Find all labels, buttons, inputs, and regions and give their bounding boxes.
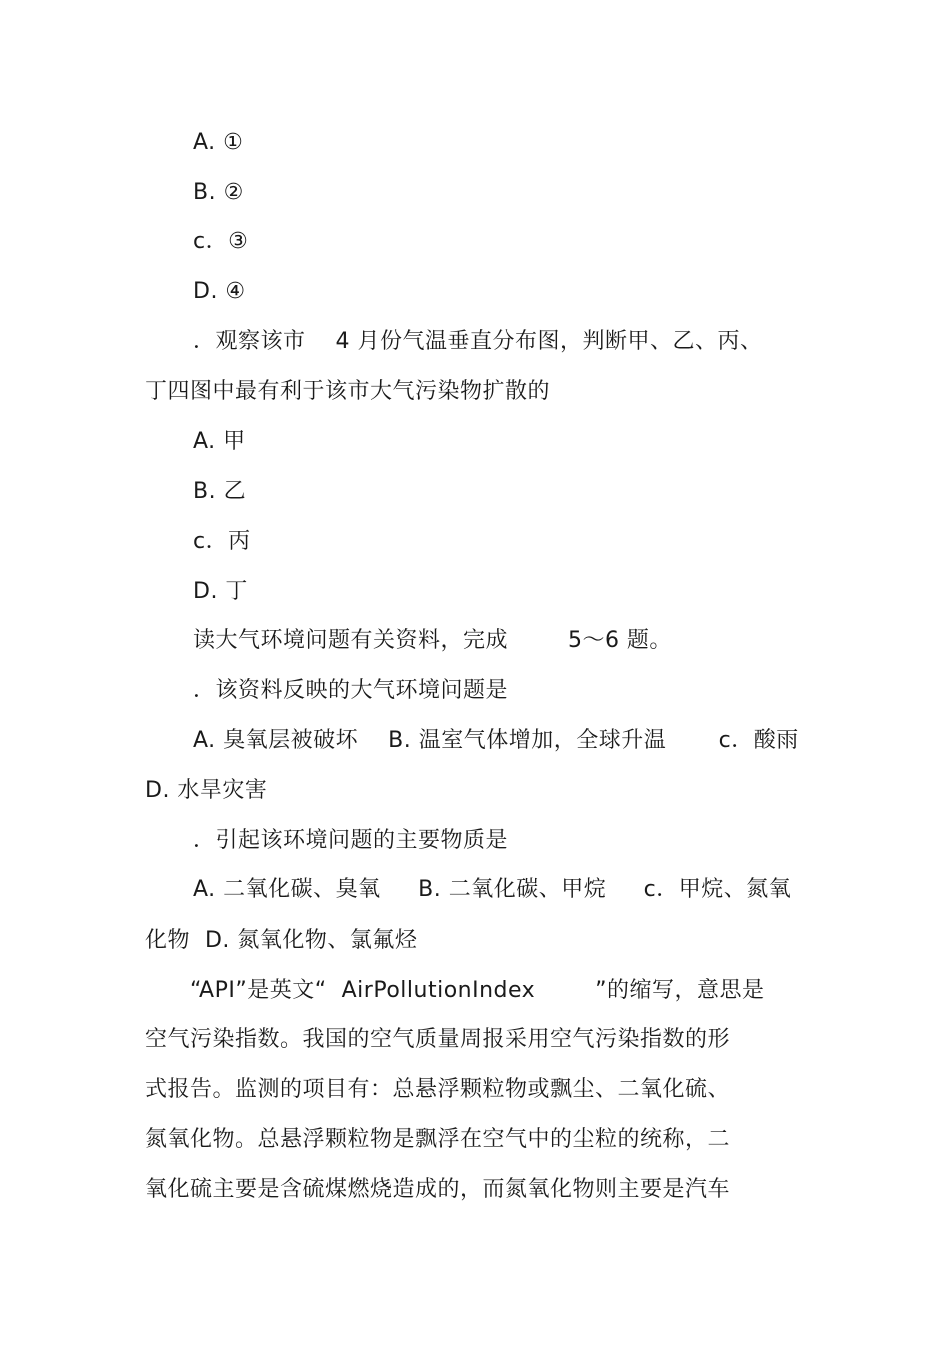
passage-line: 氮氧化物。总悬浮颗粒物是飘浮在空气中的尘粒的统称，二 xyxy=(145,1127,731,1152)
q6-options: A. 二氧化碳、臭氧 B. 二氧化碳、甲烷 c．甲烷、氮氧 xyxy=(193,877,792,902)
q6-options-cont: 化物 D. 氮氧化物、氯氟烃 xyxy=(145,928,418,953)
section-intro: 读大气环境问题有关资料，完成 5～6 题。 xyxy=(193,628,672,653)
question-4-stem: ．观察该市 4 月份气温垂直分布图，判断甲、乙、丙、 xyxy=(193,329,763,354)
passage-line: 式报告。监测的项目有：总悬浮颗粒物或飘尘、二氧化硫、 xyxy=(145,1077,731,1102)
passage-line: “API”是英文“ AirPollutionIndex ”的缩写，意思是 xyxy=(175,978,765,1003)
question-6-stem: ．引起该环境问题的主要物质是 xyxy=(193,828,509,853)
q4-option-a: A. 甲 xyxy=(193,429,246,454)
passage-line: 空气污染指数。我国的空气质量周报采用空气污染指数的形 xyxy=(145,1027,731,1052)
option-d: D. ④ xyxy=(193,279,246,304)
question-5-stem: ．该资料反映的大气环境问题是 xyxy=(193,678,509,703)
q4-option-b: B. 乙 xyxy=(193,479,247,504)
question-4-stem-cont: 丁四图中最有利于该市大气污染物扩散的 xyxy=(145,379,551,404)
passage-line: 氧化硫主要是含硫煤燃烧造成的，而氮氧化物则主要是汽车 xyxy=(145,1177,731,1202)
q5-options: A. 臭氧层被破坏 B. 温室气体增加，全球升温 c．酸雨 xyxy=(193,728,799,753)
option-c: c．③ xyxy=(193,229,249,254)
q4-option-c: c．丙 xyxy=(193,529,251,554)
option-b: B. ② xyxy=(193,180,244,205)
option-a: A. ① xyxy=(193,130,244,155)
q4-option-d: D. 丁 xyxy=(193,579,248,604)
q5-options-cont: D. 水旱灾害 xyxy=(145,778,268,803)
